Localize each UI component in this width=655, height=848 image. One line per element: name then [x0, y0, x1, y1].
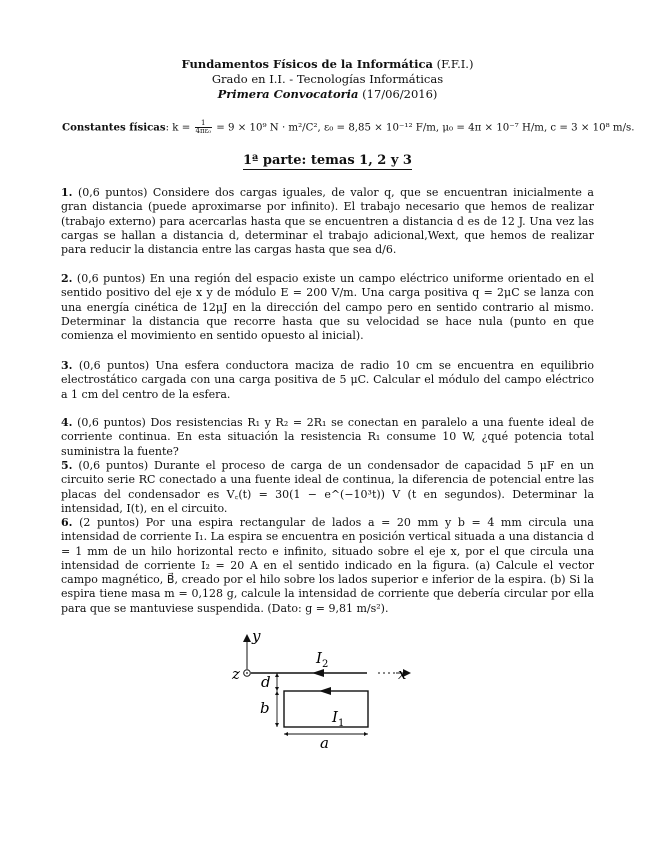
question-text: (0,6 puntos) Durante el proceso de carga de un condensador de capacidad 5 μF en un circuito serie RC conectado a una fuente ideal de continua, la diferencia de potencial entre las placas del condensador es V꜀(t) = 30(1 − e^(−10³t)) V (t en segundos). Determinar la intensidad, I(t), en el circuito.	[61, 459, 594, 515]
figure-svg	[220, 625, 420, 753]
y-label: y	[252, 627, 261, 645]
call-name: Primera Convocatoria	[217, 87, 359, 101]
loop-current-arrow-icon	[319, 687, 331, 695]
course-title: Fundamentos Físicos de la Informática	[181, 57, 433, 71]
question-6	[61, 516, 594, 616]
question-number: 4.	[61, 416, 73, 429]
I2-label	[315, 649, 328, 670]
question-text: (0,6 puntos) En una región del espacio existe un campo eléctrico uniforme orientado en el sentido positivo del eje x y de módulo E = 200 V/m. Una carga positiva q = 2μC se lanza con una energía cinética de 12μJ en la dirección del campo pero en sentido contrario al mismo. Determinar la distancia que recorre hasta que su velocidad se hace nula (punto en que comienza el movimiento en sentido opuesto al inicial).	[61, 272, 594, 343]
I1-letter: I	[332, 708, 338, 726]
question-5	[61, 459, 594, 516]
constants-fraction	[195, 120, 213, 135]
question-text: (0,6 puntos) Una esfera conductora maciza de radio 10 cm se encuentra en equilibrio electrostático cargada con una carga positiva de 5 μC. Calcular el módulo del campo eléctrico a 1 cm del centro de la esfera.	[61, 359, 594, 401]
I2-subscript: 2	[321, 659, 329, 670]
I1-label	[331, 708, 344, 729]
z-label: z	[232, 665, 240, 683]
d-label: d	[261, 673, 271, 691]
fraction-denominator: 4πε₀	[195, 127, 211, 135]
I1-subscript: 1	[337, 718, 345, 729]
constants-values: = 9 × 10⁹ N · m²/C², ε₀ = 8,85 × 10⁻¹² F/m, μ₀ = 4π × 10⁻⁷ H/m, c = 3 × 10⁸ m/s.	[213, 122, 635, 134]
call-date: (17/06/2016)	[358, 87, 438, 101]
course-line	[0, 57, 655, 72]
degree-line: Grado en I.I. - Tecnologías Informáticas	[211, 72, 444, 86]
wire-current-arrow-icon	[312, 669, 324, 677]
b-label: b	[260, 699, 270, 717]
question-1	[61, 186, 594, 257]
fraction-numerator: 1	[195, 120, 213, 128]
wire-loop-figure	[220, 625, 420, 753]
z-axis-dot-icon	[246, 672, 248, 674]
question-text: (0,6 puntos) Considere dos cargas iguales, de valor q, que se encuentran inicialmente a gran distancia (puede aproximarse por infinito). El trabajo necesario que hemos de realizar (trabajo externo) para acercarlas hasta que se encuentren a distancia d es de 12 J. Una vez las cargas se hallan a distancia d, determinar el trabajo adicional,Wext, que hemos de realizar para reducir la distancia entre las cargas hasta que sea d/6.	[61, 186, 594, 257]
a-label: a	[320, 734, 329, 752]
question-number: 6.	[61, 516, 73, 529]
physical-constants	[62, 119, 635, 135]
question-number: 3.	[61, 359, 73, 372]
constants-label: Constantes físicas	[62, 121, 166, 134]
question-4	[61, 416, 594, 459]
question-text: (2 puntos) Por una espira rectangular de lados a = 20 mm y b = 4 mm circula una intensidad de corriente I₁. La espira se encuentra en posición vertical situada a una distancia d = 1 mm de un hilo horizontal recto e infinito, situado sobre el eje x, por el que circula una intensidad de corriente I₂ = 20 A en el sentido indicado en la figura. (a) Calcule el vector campo magnético, B⃗, creado por el hilo sobre los lados superior e inferior de la espira. (b) Si la espira tiene masa m = 0,128 g, calcule la intensidad de corriente que debería circular por ella para que se mantuviese suspendida. (Dato: g = 9,81 m/s²).	[61, 516, 594, 615]
question-number: 5.	[61, 459, 73, 472]
constants-k: : k =	[165, 122, 194, 134]
rectangular-loop	[284, 691, 368, 727]
question-number: 1.	[61, 186, 73, 199]
x-label: x	[398, 665, 407, 683]
exam-header	[0, 57, 655, 102]
call-line	[0, 87, 655, 102]
question-text: (0,6 puntos) Dos resistencias R₁ y R₂ = 2R₁ se conectan en paralelo a una fuente ideal de corriente continua. En esta situación la resistencia R₁ consume 10 W, ¿qué potencia total suministra la fuente?	[61, 416, 594, 458]
part-title: 1ª parte: temas 1, 2 y 3	[243, 153, 412, 168]
question-3	[61, 359, 594, 402]
question-number: 2.	[61, 272, 73, 285]
course-abbr: (F.F.I.)	[432, 57, 474, 71]
question-2	[61, 272, 594, 343]
I2-letter: I	[316, 649, 322, 667]
